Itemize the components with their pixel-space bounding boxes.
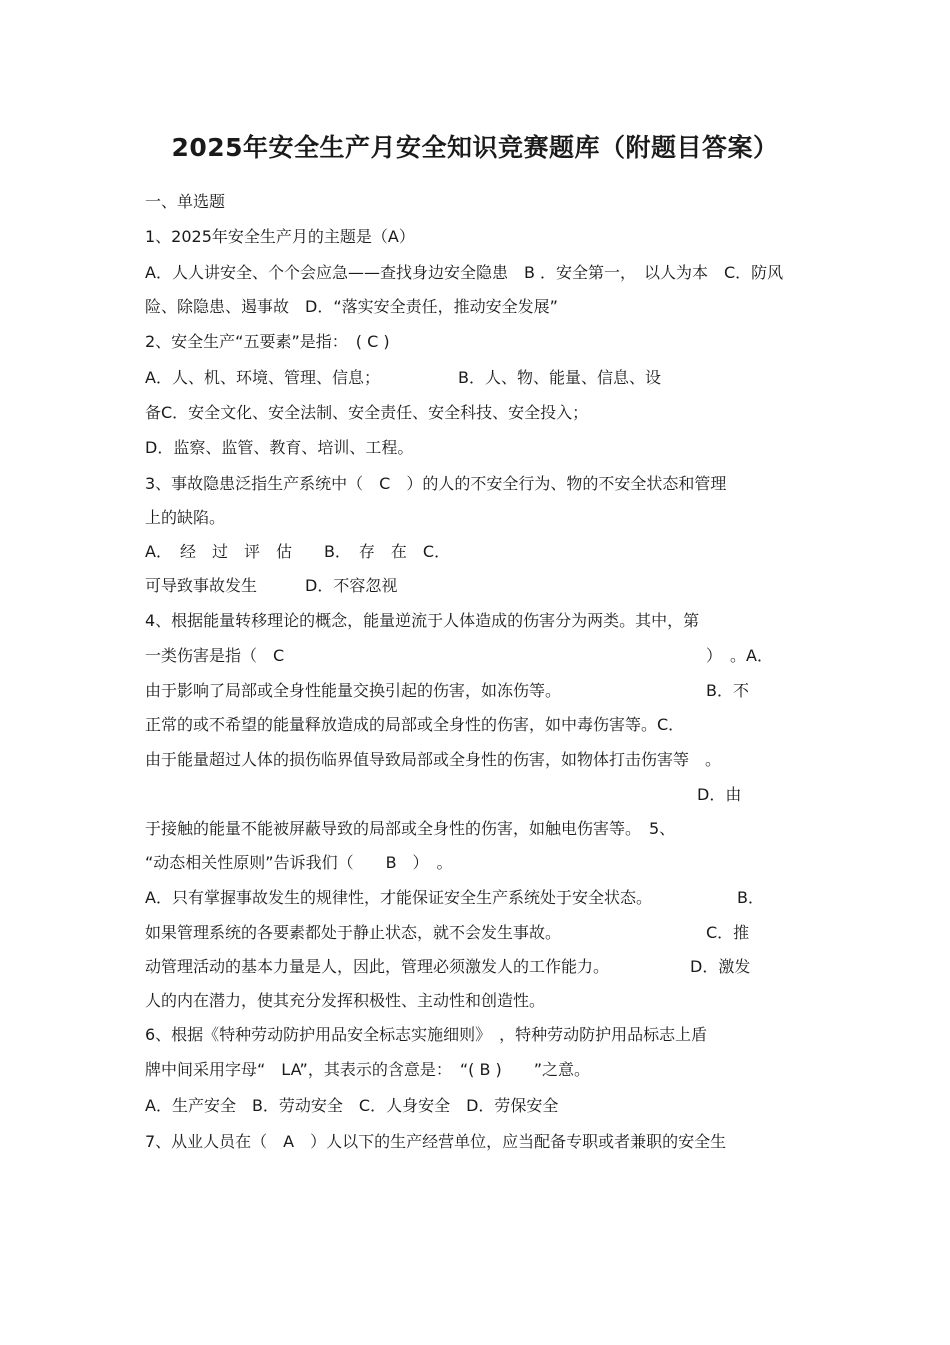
question-3-options-line-2: 可导致事故发生 D．不容忽视: [145, 576, 398, 595]
question-2-option-c: 备C．安全文化、安全法制、安全责任、安全科技、安全投入；: [145, 403, 589, 422]
section-heading: 一、单选题: [145, 192, 226, 211]
question-1-options-line-1: A．人人讲安全、个个会应急——查找身边安全隐患 B ．安全第一， 以人为本 C．防风: [145, 263, 784, 282]
question-4-option-b: 正常的或不希望的能量释放造成的局部或全身性的伤害，如中毒伤害等。C．: [145, 715, 685, 734]
question-5-option-b-start: B．: [737, 888, 764, 907]
question-6-line-1: 6、根据《特种劳动防护用品安全标志实施细则》 ，特种劳动防护用品标志上盾: [145, 1025, 708, 1044]
document-title: 2025年安全生产月安全知识竞赛题库（附题目答案）: [171, 133, 779, 162]
question-3-options-line-1: A． 经 过 评 估 B． 存 在 C．: [145, 542, 451, 561]
question-2-option-d: D．监察、监管、教育、培训、工程。: [145, 438, 414, 457]
question-4-option-d-start: D．由: [697, 785, 742, 804]
question-5-option-c-start: C．推: [706, 923, 750, 942]
question-4-line-1: 4、根据能量转移理论的概念，能量逆流于人体造成的伤害分为两类。其中，第: [145, 611, 700, 630]
question-4-option-a: 由于影响了局部或全身性能量交换引起的伤害，如冻伤等。: [145, 681, 562, 700]
question-5-option-b: 如果管理系统的各要素都处于静止状态，就不会发生事故。: [145, 923, 562, 942]
question-6-line-2: 牌中间采用字母“ LA”，其表示的含意是： “( B ) ”之意。: [145, 1060, 591, 1079]
question-2: 2、安全生产“五要素”是指： ( C ): [145, 332, 390, 351]
question-5-option-a: A．只有掌握事故发生的规律性，才能保证安全生产系统处于安全状态。: [145, 888, 652, 907]
question-7-line-1: 7、从业人员在（ A ）人以下的生产经营单位，应当配备专职或者兼职的安全生: [145, 1132, 727, 1151]
question-4-option-c: 由于能量超过人体的损伤临界值导致局部或全身性的伤害，如物体打击伤害等 。: [145, 750, 722, 769]
question-2-option-a: A．人、机、环境、管理、信息；: [145, 368, 380, 387]
question-3-line-2: 上的缺陷。: [145, 508, 226, 527]
question-1-options-line-2: 险、除隐患、遏事故 D．“落实安全责任，推动安全发展”: [145, 297, 558, 316]
question-5-option-c: 动管理活动的基本力量是人，因此，管理必须激发人的工作能力。: [145, 957, 610, 976]
question-3-line-1: 3、事故隐患泛指生产系统中（ C ）的人的不安全行为、物的不安全状态和管理: [145, 474, 727, 493]
question-6-options: A．生产安全 B．劳动安全 C．人身安全 D．劳保安全: [145, 1096, 559, 1115]
question-5-option-d: 人的内在潜力，使其充分发挥积极性、主动性和创造性。: [145, 991, 546, 1010]
question-4-line-2: 一类伤害是指（ C: [145, 646, 285, 665]
question-4-option-b-start: B．不: [706, 681, 749, 700]
question-1: 1、2025年安全生产月的主题是（A）: [145, 227, 415, 246]
question-2-option-b: B．人、物、能量、信息、设: [458, 368, 661, 387]
question-4-line-2-right: ） 。A．: [706, 646, 773, 665]
question-5: “动态相关性原则”告诉我们（ B ） 。: [145, 853, 453, 872]
question-5-option-d-start: D．激发: [690, 957, 751, 976]
question-4-option-d: 于接触的能量不能被屏蔽导致的局部或全身性的伤害，如触电伤害等。 5、: [145, 819, 676, 838]
